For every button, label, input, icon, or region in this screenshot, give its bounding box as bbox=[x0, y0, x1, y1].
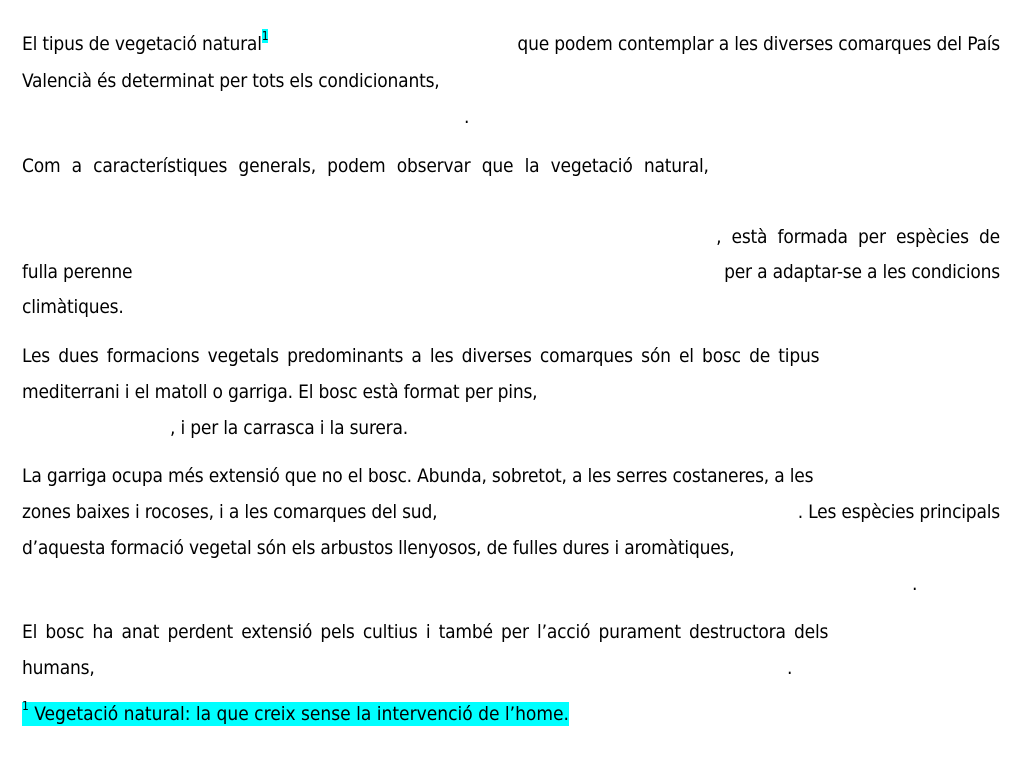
p5-line-1: El bosc ha anat perdent extensió pels cultius i també per l’acció purament destructora dels bbox=[22, 621, 829, 643]
p4-line-2b: . Les espècies principals bbox=[797, 501, 1000, 523]
p3-line-1: Les dues formacions vegetals predominants a les diverses comarques són el bosc de tipus bbox=[22, 345, 820, 367]
p1-line-1 bbox=[22, 29, 1000, 56]
p2-line-3b: per a adaptar-se a les condicions bbox=[724, 261, 1000, 283]
p1-text-end: que podem contemplar a les diverses comarques del País bbox=[517, 33, 1000, 55]
p4-line-2a: zones baixes i rocoses, i a les comarques del sud, bbox=[22, 501, 438, 523]
footnote-mark: 1 bbox=[22, 699, 29, 713]
p2-line-3a: fulla perenne bbox=[22, 261, 133, 283]
p1-line-2: Valencià és determinat per tots els condicionants, bbox=[22, 70, 440, 92]
p5-line-2: humans, bbox=[22, 657, 95, 679]
p5-line-3-period: . bbox=[787, 657, 793, 679]
footnote-ref[interactable]: 1 bbox=[261, 29, 269, 43]
p4-line-1: La garriga ocupa més extensió que no el bosc. Abunda, sobretot, a les serres costaneres, a les bbox=[22, 465, 814, 487]
p1-line-3-period: . bbox=[464, 106, 470, 128]
p3-line-2: mediterrani i el matoll o garriga. El bosc està format per pins, bbox=[22, 381, 538, 403]
p2-line-2: , està formada per espècies de bbox=[716, 226, 1000, 248]
footnote-text: Vegetació natural: la que creix sense la intervenció de l’home. bbox=[28, 703, 569, 725]
p3-line-3: , i per la carrasca i la surera. bbox=[170, 417, 408, 439]
p2-line-4: climàtiques. bbox=[22, 296, 124, 318]
p4-line-4-period: . bbox=[912, 573, 918, 595]
p4-line-3: d’aquesta formació vegetal són els arbustos llenyosos, de fulles dures i aromàtiques, bbox=[22, 537, 735, 559]
p2-line-1: Com a característiques generals, podem observar que la vegetació natural, bbox=[22, 155, 709, 177]
p1-text-start: El tipus de vegetació natural$^1$ bbox=[22, 29, 269, 55]
footnote bbox=[22, 699, 569, 726]
